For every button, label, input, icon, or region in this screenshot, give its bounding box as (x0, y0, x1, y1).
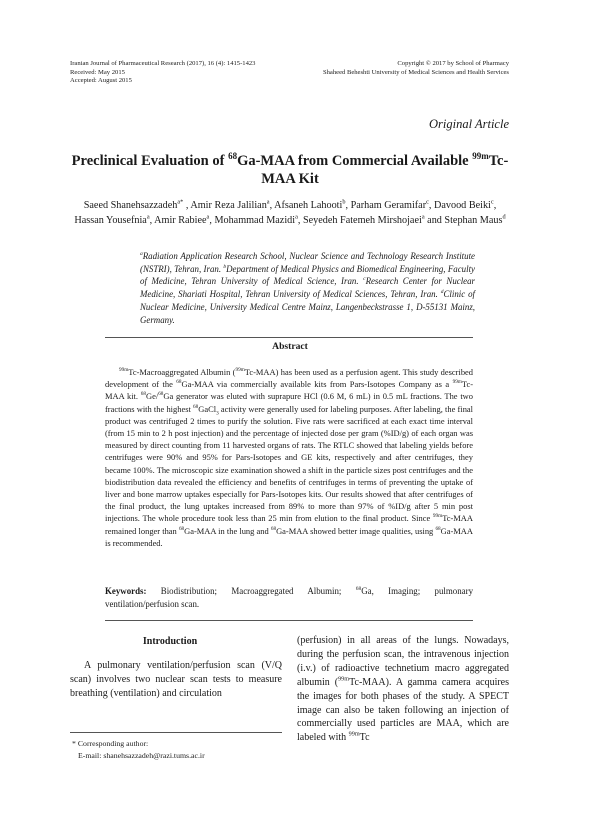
abs-sup: 99m (432, 513, 443, 520)
abstract-bottom-rule (105, 620, 473, 621)
abs-sup: 68 (158, 391, 164, 398)
abs-text: Ga-MAA via commercially available kits from Pars-Isotopes Company as a (181, 379, 453, 390)
body-text: Tc (359, 732, 370, 744)
title-part: Preclinical Evaluation of (71, 153, 229, 169)
abs-sup: 99m (235, 367, 245, 374)
author-affil-mark: d (502, 213, 506, 221)
author: , Mohammad Mazidi (209, 214, 296, 226)
affil-mark: a (140, 251, 143, 258)
copyright-line: Copyright © 2017 by School of Pharmacy (397, 60, 509, 67)
author: , Afsaneh Lahooti (269, 200, 343, 211)
affiliation-a: Radiation Application Research School, Nuclear Science and Technology Research Institute (NSTRI), Tehran, Iran. (140, 251, 475, 274)
body-sup: 99m (348, 731, 360, 739)
title-sup: 68 (228, 151, 238, 162)
abs-text: GaCl (198, 403, 217, 414)
abs-text: Ga generator was eluted with suprapure HCl (0.6 M, 6 mL) in 0.5 mL fractions. The two fractions with the highest (105, 391, 473, 414)
author-affil-mark: b (342, 198, 346, 206)
abs-text: Ga-MAA showed better image qualities, using (276, 525, 436, 536)
accepted-date: Accepted: August 2015 (70, 77, 132, 85)
keywords-label: Keywords: (105, 586, 147, 596)
author: , Parham Geramifar (345, 200, 427, 211)
author-affil-mark: a (146, 213, 150, 221)
introduction-heading: Introduction (142, 636, 198, 647)
abs-sup: 99m (119, 367, 129, 374)
journal-citation: Iranian Journal of Pharmaceutical Research (2017), 16 (4): 1415-1423 (70, 60, 256, 67)
abs-text: Tc-MAA) has been used as a perfusion agent. This study described development of the (105, 367, 473, 390)
abstract-heading: Abstract (272, 341, 308, 352)
author: and Stephan Maus (424, 214, 503, 226)
author: Saeed Shanehsazzadeh (83, 200, 178, 211)
abs-sub: 3 (216, 410, 219, 417)
keywords-text: Ga, Imaging; pulmonary ventilation/perfusion scan. (105, 586, 474, 609)
abs-text: activity were generally used for labeling purposes. After labeling, the final product was centrifuged 2 times to purify the solution. Five rats were sacrificed at each exact time interval (from 15 min to 2 h post injection) and the percentage of injected dose per gram (%ID/g) of each organ was measured by direct counting from 11 harvested organs of rats. The RTLC showed that labeling yields before centrifuges were 90% and 95% for Pars-Isotopes and GE kits, respectively and after centrifuges, they became 100%. The microscopic size examination showed a shift in the particle sizes post centrifuges and the biodistribution data revealed the efficiency and benefits of centrifuges in terms of preventing the uptake of liver and bone marrow uptakes especially for Pars-Isotopes kits. Our results showed that after centrifuges of the final product, the lung uptakes increased from 89% to more than 97% of %ID/g after 5 min post injections. The whole procedure took less than 25 min from elution to the final product. Since (105, 403, 473, 524)
keywords-sup: 68 (355, 586, 362, 593)
body-text: Tc-MAA). A gamma camera acquires the images for both phases of the study. A SPECT image can also be taken following an injection of commercially used particles are MAA, which are labeled with (297, 676, 510, 744)
affil-mark: c (363, 276, 366, 283)
author-affil-mark: c (426, 198, 429, 206)
author-affil-mark: a (206, 213, 210, 221)
affiliation-b: Department of Medical Physics and Biomedical Engineering, Faculty of Medicine, Tehran University of Medical Science, Iran. (140, 263, 475, 287)
abs-sup: 68 (178, 525, 185, 532)
author-affil-mark: c (490, 198, 494, 206)
author-list (70, 199, 510, 228)
university-line: Shaheed Beheshti University of Medical Sciences and Health Services (322, 68, 509, 76)
abs-text: Ga-MAA in the lung and (184, 525, 271, 536)
author: , Amir Rabiee (149, 214, 207, 226)
abs-sup: 68 (193, 403, 199, 410)
paper-title (70, 152, 510, 188)
received-date: Received: May 2015 (70, 68, 125, 76)
abs-text: Ge/ (146, 391, 159, 402)
author: , Amir Reza Jalilian (183, 200, 267, 211)
footnote-rule (70, 732, 282, 733)
abs-sup: 68 (435, 525, 441, 532)
abs-sup: 68 (140, 391, 146, 398)
author-affil-mark: a (421, 213, 425, 221)
copyright-header (323, 60, 509, 77)
corresponding-email: E-mail: shanehsazzadeh@razi.tums.ac.ir (78, 750, 205, 760)
keywords (105, 585, 473, 611)
affiliation-d: Clinic of Nuclear Medicine, University Medical Centre Mainz, Langenbeckstrasse 1, D-55131 Mainz, Germany. (140, 289, 475, 325)
right-column-text (297, 634, 509, 745)
abs-text: Tc-MAA remained longer than (105, 513, 473, 536)
body-sup: 99m (338, 675, 350, 683)
affiliation-c: Research Center for Nuclear Medicine, Shariati Hospital, Tehran University of Medical Sciences, Tehran, Iran. (140, 276, 475, 300)
footnote (72, 738, 205, 761)
author: , Hassan Yousefnia (74, 200, 497, 226)
journal-header (70, 60, 255, 86)
title-part: Ga-MAA from Commercial Available (237, 153, 473, 169)
abs-sup: 68 (176, 379, 182, 386)
corresponding-author-label: * Corresponding author: (72, 739, 149, 748)
introduction-paragraph: A pulmonary ventilation/perfusion scan (V/Q scan) involves two nuclear scan tests to measure breathing (ventilation) and circulation (70, 660, 282, 699)
author-affil-mark: a (295, 213, 298, 221)
abstract-body (105, 366, 473, 549)
author: , Davood Beiki (428, 200, 491, 211)
keywords-text: Biodistribution; Macroaggregated Albumin; (146, 586, 356, 596)
abs-text: Tc-MAA kit. (105, 379, 474, 402)
author-affil-mark: a (266, 198, 270, 206)
article-type: Original Article (429, 117, 509, 131)
abs-sup: 99m (452, 379, 462, 386)
abs-sup: 68 (270, 525, 277, 532)
affil-mark: b (223, 263, 227, 270)
abs-text: Ga-MAA is recommended. (105, 525, 473, 548)
affiliations (140, 250, 475, 326)
author-affil-mark: a* (177, 198, 184, 206)
abs-text: Tc-Macroaggregated Albumin ( (128, 367, 236, 377)
affil-mark: d (440, 289, 444, 296)
title-sup: 99m (472, 151, 489, 162)
author: , Seyedeh Fatemeh Mirshojaei (297, 214, 422, 226)
title-part: Tc-MAA Kit (261, 153, 509, 187)
abstract-top-rule (105, 337, 473, 338)
body-text: (perfusion) in all areas of the lungs. Nowadays, during the perfusion scan, the intravenous injection (i.v.) of radioactive technetium macro aggregated albumin ( (297, 635, 509, 688)
